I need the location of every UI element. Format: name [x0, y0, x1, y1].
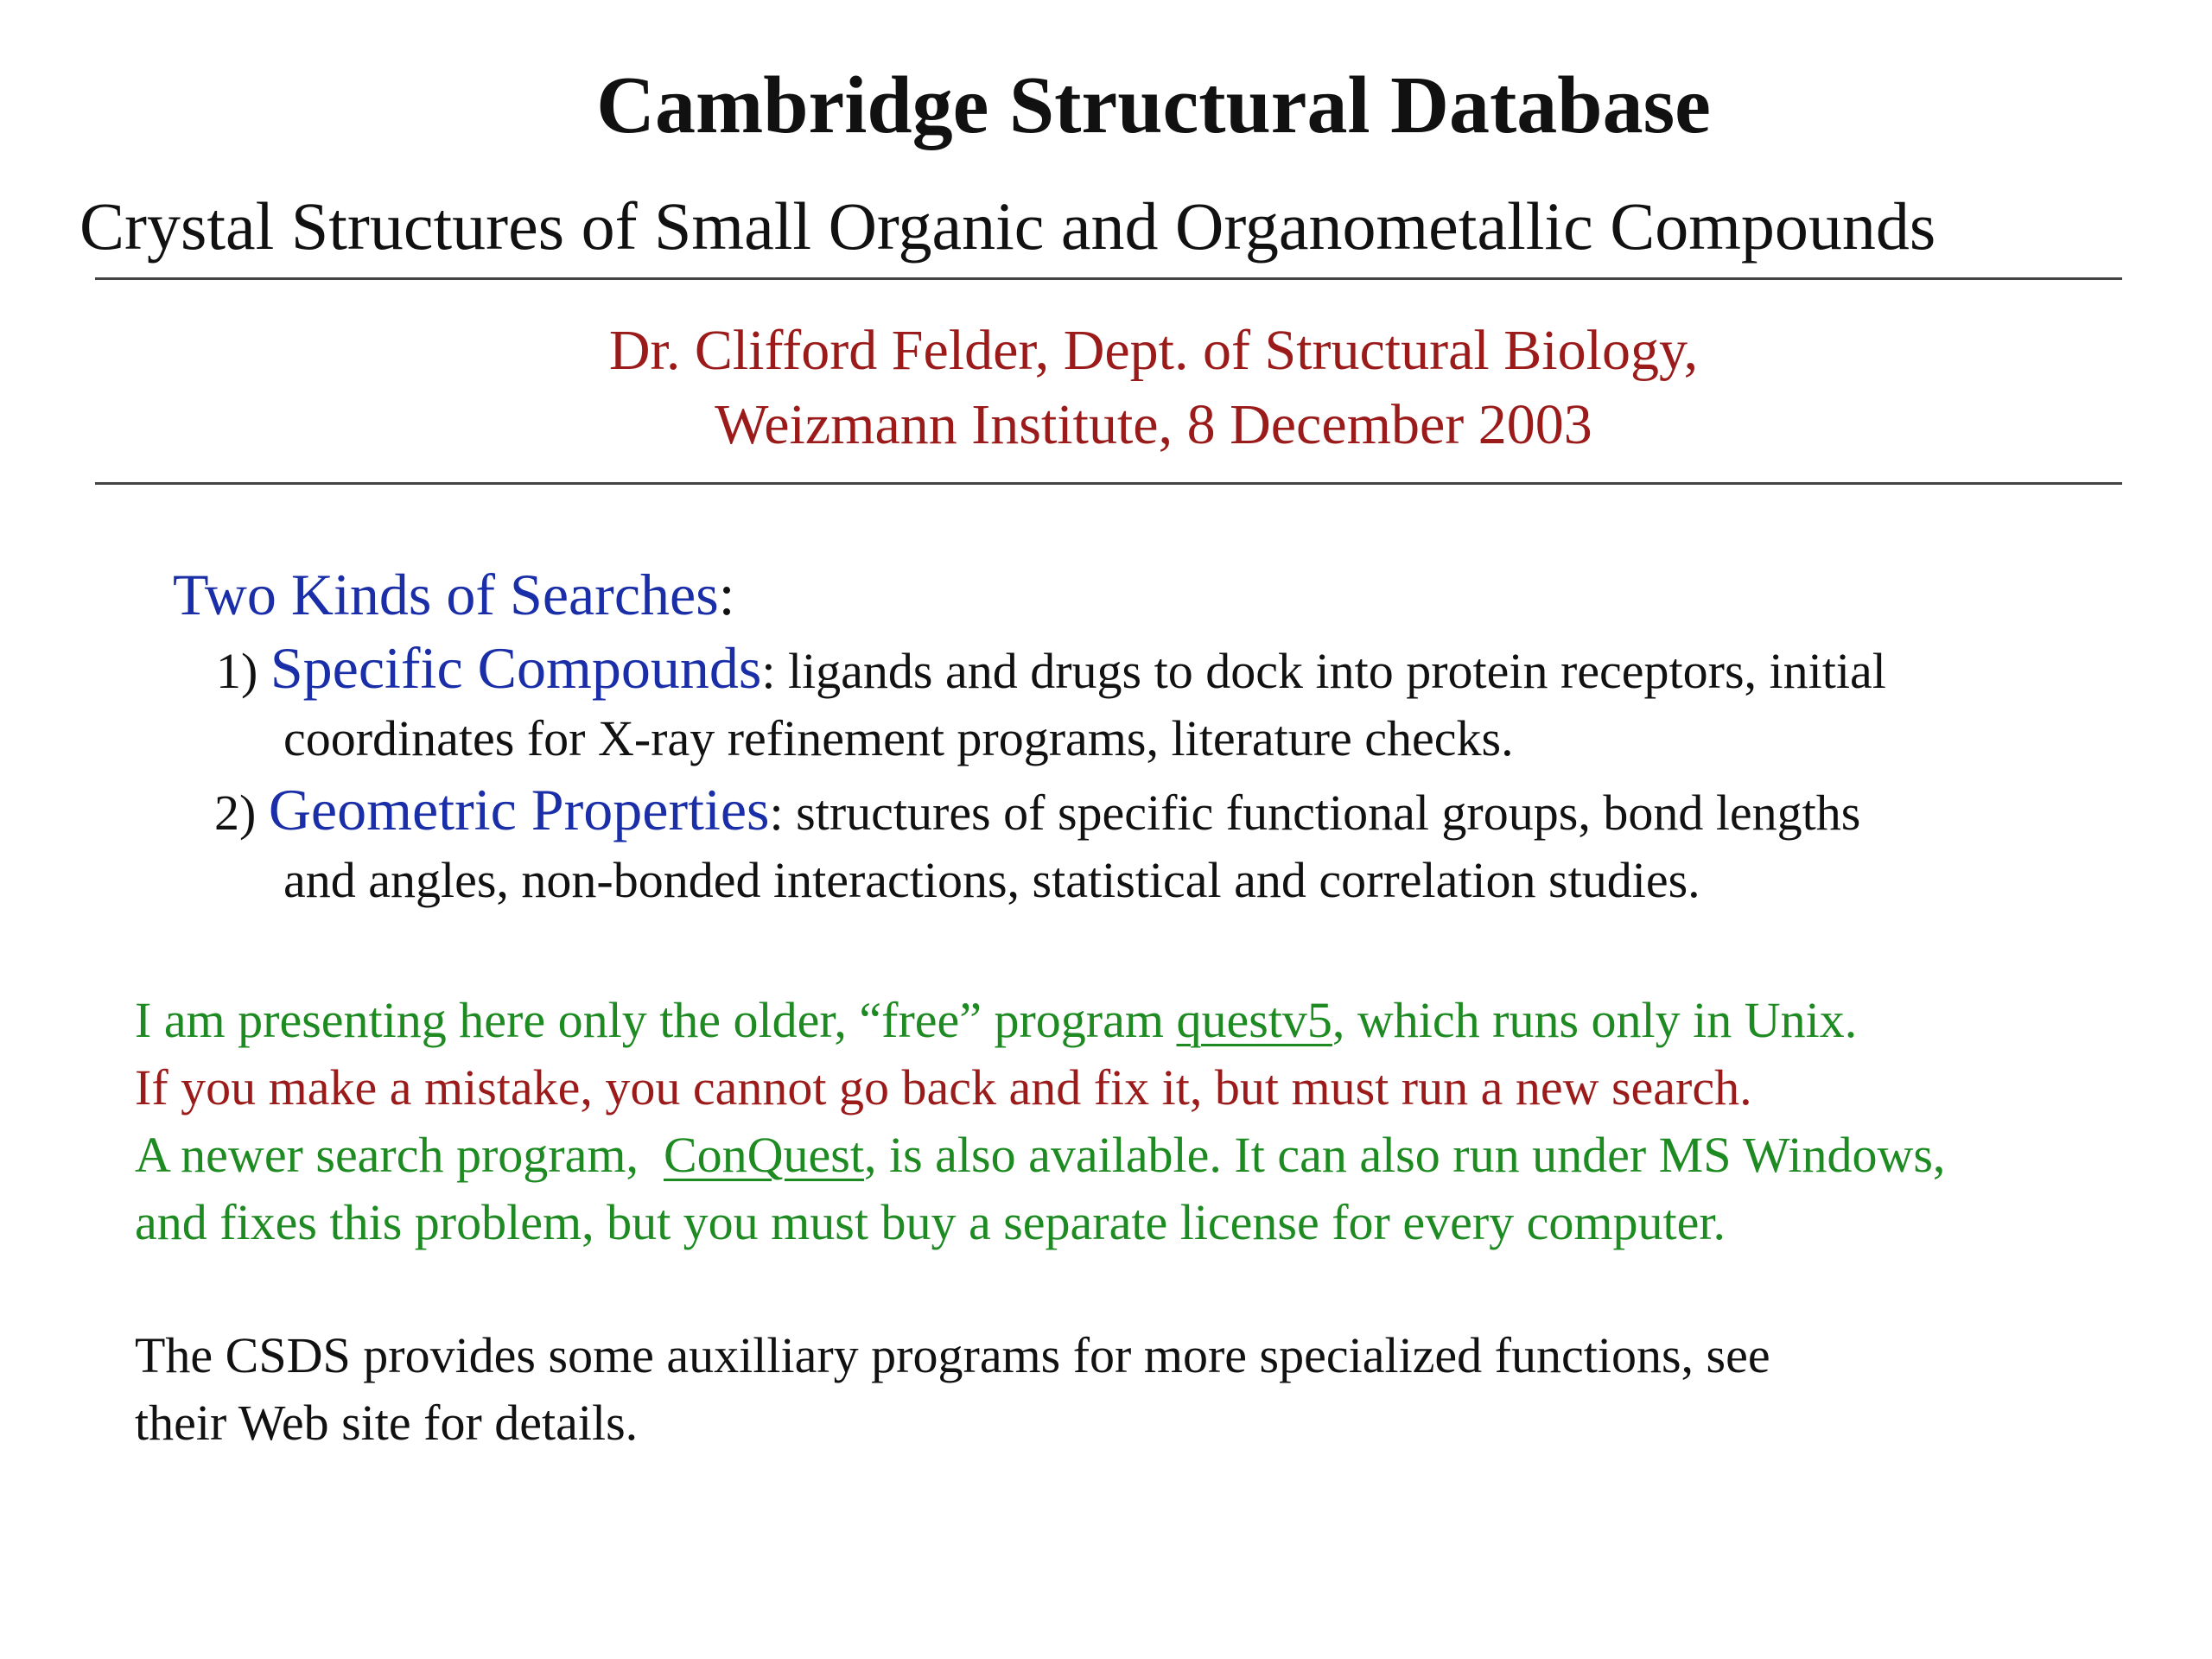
search-item-1-continuation: coordinates for X-ray refinement programs, literature checks.: [283, 710, 1514, 766]
divider-bottom: [95, 482, 2122, 485]
note-line-1-before: I am presenting here only the older, “free” program: [135, 992, 1177, 1048]
note-line-3-before: A newer search program,: [135, 1127, 664, 1183]
searches-heading-colon: :: [718, 562, 735, 627]
search-item-2-continuation: and angles, non-bonded interactions, statistical and correlation studies.: [283, 852, 1700, 908]
author-line-1: Dr. Clifford Felder, Dept. of Structural Biology,: [608, 319, 1699, 382]
search-item-2-description: : structures of specific functional groups, bond lengths: [769, 785, 1861, 841]
note-line-2: If you make a mistake, you cannot go back and fix it, but must run a new search.: [135, 1059, 1752, 1116]
searches-heading-label: Two Kinds of Searches: [173, 562, 719, 627]
search-item-1-description: : ligands and drugs to dock into protein receptors, initial: [761, 643, 1886, 699]
note-line-1-after: , which runs only in Unix.: [1332, 992, 1858, 1048]
search-item-1-name: Specific Compounds: [270, 635, 762, 701]
author-line-2: Weizmann Institute, 8 December 2003: [715, 393, 1592, 456]
note-line-4: and fixes this problem, but you must buy a separate license for every computer.: [135, 1194, 1726, 1250]
search-item-2-name: Geometric Properties: [268, 777, 770, 842]
csds-line-2: their Web site for details.: [135, 1395, 639, 1451]
search-item-1-number: 1): [216, 643, 258, 699]
slide-title: Cambridge Structural Database: [596, 60, 1711, 150]
note-line-3: [135, 1122, 1945, 1189]
note-line-3-after: , is also available. It can also run under MS Windows,: [863, 1127, 1946, 1183]
searches-heading: [173, 556, 735, 633]
search-item-2: [214, 776, 1860, 847]
divider-top: [95, 277, 2122, 280]
slide-subtitle: Crystal Structures of Small Organic and Organometallic Compounds: [79, 188, 1936, 264]
search-item-2-number: 2): [214, 785, 257, 841]
search-item-1: [216, 634, 1886, 705]
questv5-link[interactable]: questv5: [1176, 992, 1332, 1048]
note-line-1: [135, 987, 1857, 1054]
csds-line-1: The CSDS provides some auxilliary programs for more specialized functions, see: [135, 1327, 1770, 1383]
conquest-link[interactable]: ConQuest: [663, 1127, 864, 1183]
